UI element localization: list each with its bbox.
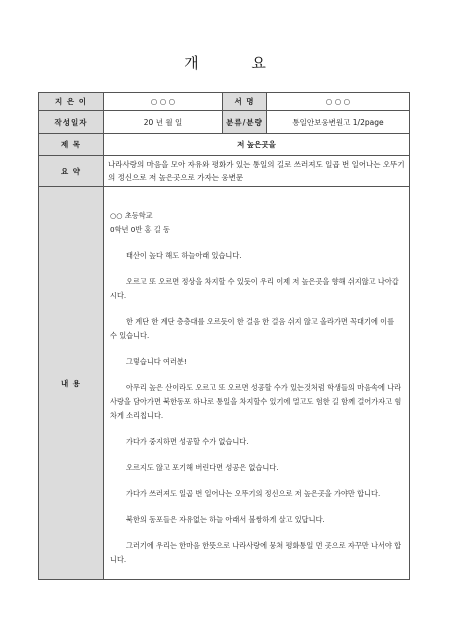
date-label: 작성일자: [39, 111, 104, 134]
paragraph: 아무리 높은 산이라도 오르고 또 오르면 성공할 수가 있는것처럼 학생들의 마음속에 나라사랑을 담아가면 북한동포 하나로 통일을 차지할수 있기에 멀고도 험한 길 함께 걸어가자고 힘차게 소리칩니다.: [110, 383, 402, 420]
paragraph: 오르고 또 오르면 정상을 차지할 수 있듯이 우리 이제 저 높은곳을 향해 쉬지않고 나아갑시다.: [110, 277, 399, 300]
speech-body: [104, 187, 410, 580]
outline-form: [38, 92, 410, 580]
narrator-label: 서 명: [223, 93, 267, 111]
paragraph: 가다가 중지하면 성공할 수가 없습니다.: [126, 437, 249, 446]
category-value: 통일안보웅변원고 1/2page: [267, 111, 410, 134]
content-row: [39, 187, 410, 580]
summary-value: 나라사랑의 마음을 모아 자유와 평화가 있는 통일의 길로 쓰러져도 일곱 번 일어나는 오뚜기의 정신으로 저 높은곳으로 가자는 웅변문: [104, 156, 410, 187]
author-label: 지 은 이: [39, 93, 104, 111]
summary-row: [39, 156, 410, 187]
category-label: 분류/분량: [223, 111, 267, 134]
student-name: 0학년 0반 홍 길 동: [110, 225, 170, 234]
paragraph: 오르지도 않고 포기해 버린다면 성공은 없습니다.: [126, 463, 279, 472]
paragraph: 태산이 높다 해도 하늘아래 있습니다.: [126, 251, 242, 260]
school-name: ○○ 초등학교: [110, 211, 153, 220]
subject-row: [39, 134, 410, 156]
paragraph: 그러기에 우리는 한마음 한뜻으로 나라사랑에 뭉쳐 평화통일 먼 곳으로 자꾸만 나서야 합니다.: [110, 541, 402, 564]
narrator-value: ○ ○ ○: [267, 93, 410, 111]
author-row: [39, 93, 410, 111]
subject-label: 제 목: [39, 134, 104, 156]
summary-label: 요 약: [39, 156, 104, 187]
paragraph: 그렇습니다 여러분!: [126, 357, 187, 366]
date-row: [39, 111, 410, 134]
author-value: ○ ○ ○: [104, 93, 223, 111]
page-title: 개 요: [184, 54, 290, 72]
paragraph: 가다가 쓰러져도 일곱 번 일어나는 오뚜기의 정신으로 저 높은곳을 가야만 합니다.: [126, 489, 381, 498]
paragraph: 한 계단 한 계단 층층대를 오르듯이 한 걸음 한 걸음 쉬지 않고 올라가면 꼭대기에 이를 수 있습니다.: [110, 317, 395, 340]
date-value: 20 년 월 일: [104, 111, 223, 134]
paragraph: 북한의 동포들은 자유없는 하늘 아래서 불쌍하게 살고 있답니다.: [126, 515, 325, 524]
subject-value: 저 높은곳을: [104, 134, 410, 156]
content-label: 내 용: [39, 187, 104, 580]
